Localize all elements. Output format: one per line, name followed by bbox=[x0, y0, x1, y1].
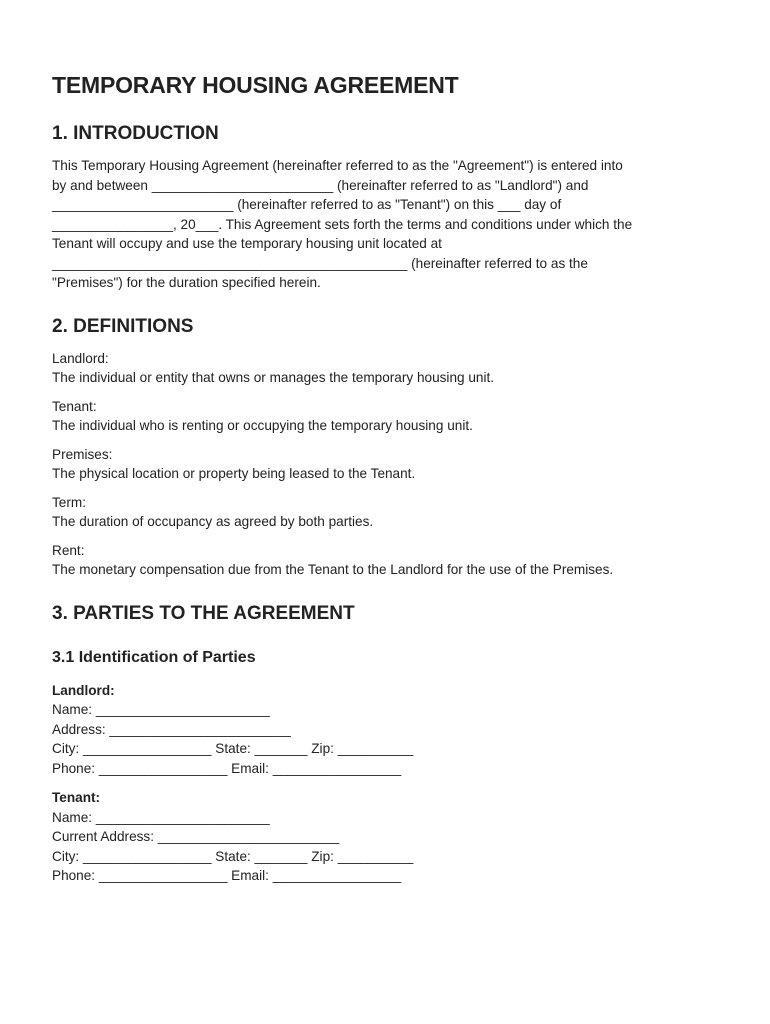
introduction-paragraph bbox=[52, 156, 722, 293]
definition-item bbox=[52, 445, 722, 484]
definition-term: Rent: bbox=[52, 542, 85, 558]
definition-item bbox=[52, 541, 722, 580]
definition-item bbox=[52, 493, 722, 532]
tenant-phone-line: Phone: _________________ Email: _________________ bbox=[52, 868, 402, 883]
landlord-label: Landlord: bbox=[52, 682, 115, 698]
tenant-city-line: City: _________________ State: _______ Zip: __________ bbox=[52, 848, 414, 864]
section-heading-parties: 3. PARTIES TO THE AGREEMENT bbox=[52, 602, 355, 624]
landlord-block bbox=[52, 681, 722, 779]
definition-item bbox=[52, 349, 722, 388]
definition-item bbox=[52, 397, 722, 436]
definition-text: The duration of occupancy as agreed by both parties. bbox=[52, 514, 374, 529]
definition-text: The monetary compensation due from the Tenant to the Landlord for the use of the Premises. bbox=[52, 562, 614, 577]
introduction-line: ________________________ (hereinafter referred to as "Tenant") on this ___ day of bbox=[52, 197, 562, 212]
landlord-address-line: Address: ________________________ bbox=[52, 721, 291, 737]
introduction-line: ________________, 20___. This Agreement sets forth the terms and conditions under which the bbox=[52, 216, 633, 232]
subsection-heading-identification: 3.1 Identification of Parties bbox=[52, 648, 256, 666]
definition-text: The physical location or property being leased to the Tenant. bbox=[52, 466, 416, 481]
document-title: TEMPORARY HOUSING AGREEMENT bbox=[52, 72, 459, 98]
definition-term: Tenant: bbox=[52, 398, 97, 414]
tenant-block bbox=[52, 788, 722, 886]
tenant-address-line: Current Address: ________________________ bbox=[52, 829, 340, 844]
definition-term: Landlord: bbox=[52, 350, 109, 366]
definitions-list bbox=[52, 349, 722, 580]
landlord-phone-line: Phone: _________________ Email: _________________ bbox=[52, 760, 402, 776]
definition-term: Term: bbox=[52, 494, 86, 510]
landlord-name-line: Name: _______________________ bbox=[52, 702, 270, 717]
section-heading-introduction: 1. INTRODUCTION bbox=[52, 123, 219, 144]
tenant-name-line: Name: _______________________ bbox=[52, 809, 270, 825]
definition-text: The individual or entity that owns or manages the temporary housing unit. bbox=[52, 370, 495, 385]
tenant-label: Tenant: bbox=[52, 790, 101, 805]
definition-text: The individual who is renting or occupying the temporary housing unit. bbox=[52, 418, 473, 433]
introduction-line: This Temporary Housing Agreement (hereinafter referred to as the "Agreement") is entered into bbox=[52, 158, 623, 173]
introduction-line: Tenant will occupy and use the temporary housing unit located at bbox=[52, 236, 442, 251]
introduction-line: "Premises") for the duration specified herein. bbox=[52, 275, 321, 290]
section-heading-definitions: 2. DEFINITIONS bbox=[52, 315, 194, 337]
landlord-city-line: City: _________________ State: _______ Zip: __________ bbox=[52, 741, 414, 756]
introduction-line: _______________________________________________ (hereinafter referred to as the bbox=[52, 255, 588, 271]
introduction-line: by and between ________________________ (hereinafter referred to as "Landlord") and bbox=[52, 177, 589, 193]
document-page bbox=[52, 70, 722, 896]
definition-term: Premises: bbox=[52, 446, 113, 462]
